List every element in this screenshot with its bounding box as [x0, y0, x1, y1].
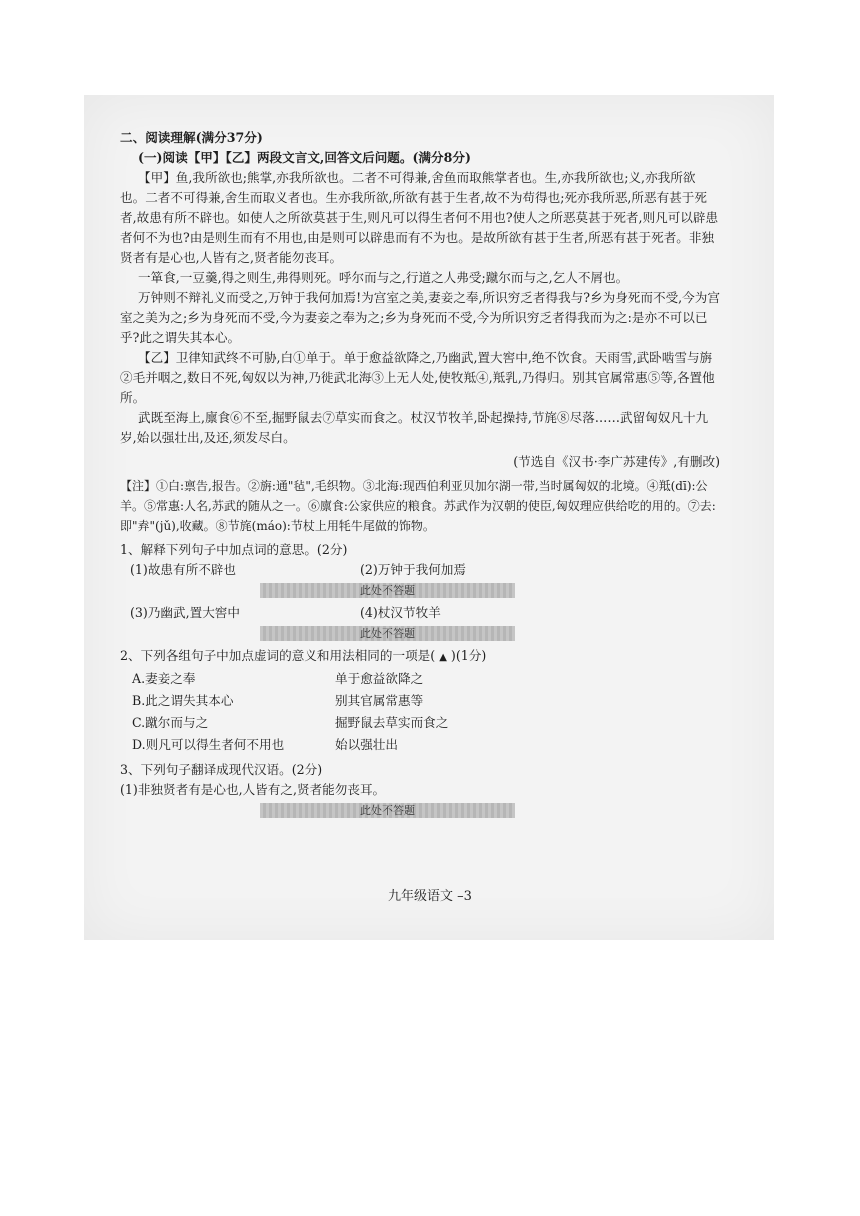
jia-paragraph-2: 一箪食,一豆羹,得之则生,弗得则死。呼尔而与之,行道之人弗受;蹴尔而与之,乞人不屑也。: [138, 270, 629, 285]
yi-paragraph-1: 【乙】卫律知武终不可胁,白①单于。单于愈益欲降之,乃幽武,置大窖中,绝不饮食。天雨雪,武卧啮雪与旃②毛并咽之,数日不死,匈奴以为神,乃徙武北海③上无人处,使牧羝④,羝乳,乃得归。别其官属常惠⑤等,各置他所。: [120, 350, 715, 405]
option-d-left: D.则凡可以得生者何不用也: [132, 737, 285, 752]
question-1-row-2: [130, 603, 720, 623]
no-answer-zone-3: 此处不答题: [260, 803, 515, 818]
option-b-left: B.此之谓失其本心: [132, 693, 234, 708]
page-footer: 九年级语文 –3: [388, 889, 472, 904]
jia-paragraph-3: 万钟则不辩礼义而受之,万钟于我何加焉!为宫室之美,妻妾之奉,所识穷乏者得我与?乡为身死而不受,今为宫室之美为之;乡为身死而不受,今为妻妾之奉为之;乡为身死而不受,今为所识穷乏者得我而为之:是亦不可以已乎?此之谓失其本心。: [120, 290, 720, 345]
question-1-item-1: (1)故患有所不辟也: [130, 562, 236, 577]
no-answer-zone-2: 此处不答题: [260, 626, 515, 641]
question-1-row-1: [130, 560, 720, 580]
option-a-left: A.妻妾之奉: [132, 671, 196, 686]
answer-triangle-icon: ▲: [439, 652, 447, 663]
annotations: 【注】①白:禀告,报告。②旃:通"毡",毛织物。③北海:现西伯利亚贝加尔湖一带,当时属匈奴的北境。④羝(dī):公羊。⑤常惠:人名,苏武的随从之一。⑥廪食:公家供应的粮食。苏武作为汉朝的使臣,匈奴理应供给吃的用的。⑦去:即"弆"(jǔ),收藏。⑧节旄(máo):节杖上用牦牛尾做的饰物。: [120, 479, 716, 533]
section-title: 二、阅读理解(满分37分): [120, 130, 263, 145]
option-d-right: 始以强壮出: [335, 737, 398, 752]
subsection-title: (一)阅读【甲】【乙】两段文言文,回答文后问题。(满分8分): [138, 150, 471, 165]
option-c: [132, 712, 720, 734]
question-1-item-4: (4)杖汉节牧羊: [360, 605, 441, 620]
option-a: [132, 668, 720, 690]
option-b: [132, 690, 720, 712]
content-column: [120, 128, 720, 823]
yi-paragraph-2: 武既至海上,廪食⑥不至,掘野鼠去⑦草实而食之。杖汉节牧羊,卧起操持,节旄⑧尽落……武留匈奴凡十九岁,始以强壮出,及还,须发尽白。: [120, 410, 709, 445]
jia-paragraph-1: 【甲】鱼,我所欲也;熊掌,亦我所欲也。二者不可得兼,舍鱼而取熊掌者也。生,亦我所欲也;义,亦我所欲也。二者不可得兼,舍生而取义者也。生亦我所欲,所欲有甚于生者,故不为苟得也;死亦我所恶,所恶有甚于死者,故患有所不辟也。如使人之所欲莫甚于生,则凡可以得生者何不用也?使人之所恶莫甚于死者,则凡可以辟患者何不为也?由是则生而有不用也,由是则可以辟患而有不为也。是故所欲有甚于生者,所恶有甚于死者。非独贤者有是心也,人皆有之,贤者能勿丧耳。: [120, 170, 719, 265]
question-1-item-2: (2)万钟于我何加焉: [360, 562, 466, 577]
option-b-right: 别其官属常惠等: [335, 693, 424, 708]
question-2-stem-end: )(1分): [450, 648, 487, 663]
question-3-stem: 3、下列句子翻译成现代汉语。(2分): [120, 762, 323, 777]
question-3: [120, 760, 720, 818]
no-answer-zone-1: 此处不答题: [260, 583, 515, 598]
question-1: [120, 540, 720, 641]
question-2: [120, 646, 720, 756]
option-a-right: 单于愈益欲降之: [335, 671, 424, 686]
question-3-item: (1)非独贤者有是心也,人皆有之,贤者能勿丧耳。: [120, 782, 386, 797]
question-2-stem-start: 2、下列各组句子中加点虚词的意义和用法相同的一项是(: [120, 648, 436, 663]
question-2-stem: [120, 646, 720, 668]
option-c-left: C.蹴尔而与之: [132, 715, 209, 730]
option-c-right: 掘野鼠去草实而食之: [335, 715, 449, 730]
question-1-stem: 1、解释下列句子中加点词的意思。(2分): [120, 542, 348, 557]
option-d: [132, 734, 720, 756]
question-1-item-3: (3)乃幽武,置大窖中: [130, 605, 240, 620]
source-citation: (节选自《汉书·李广苏建传》,有删改): [513, 454, 720, 469]
